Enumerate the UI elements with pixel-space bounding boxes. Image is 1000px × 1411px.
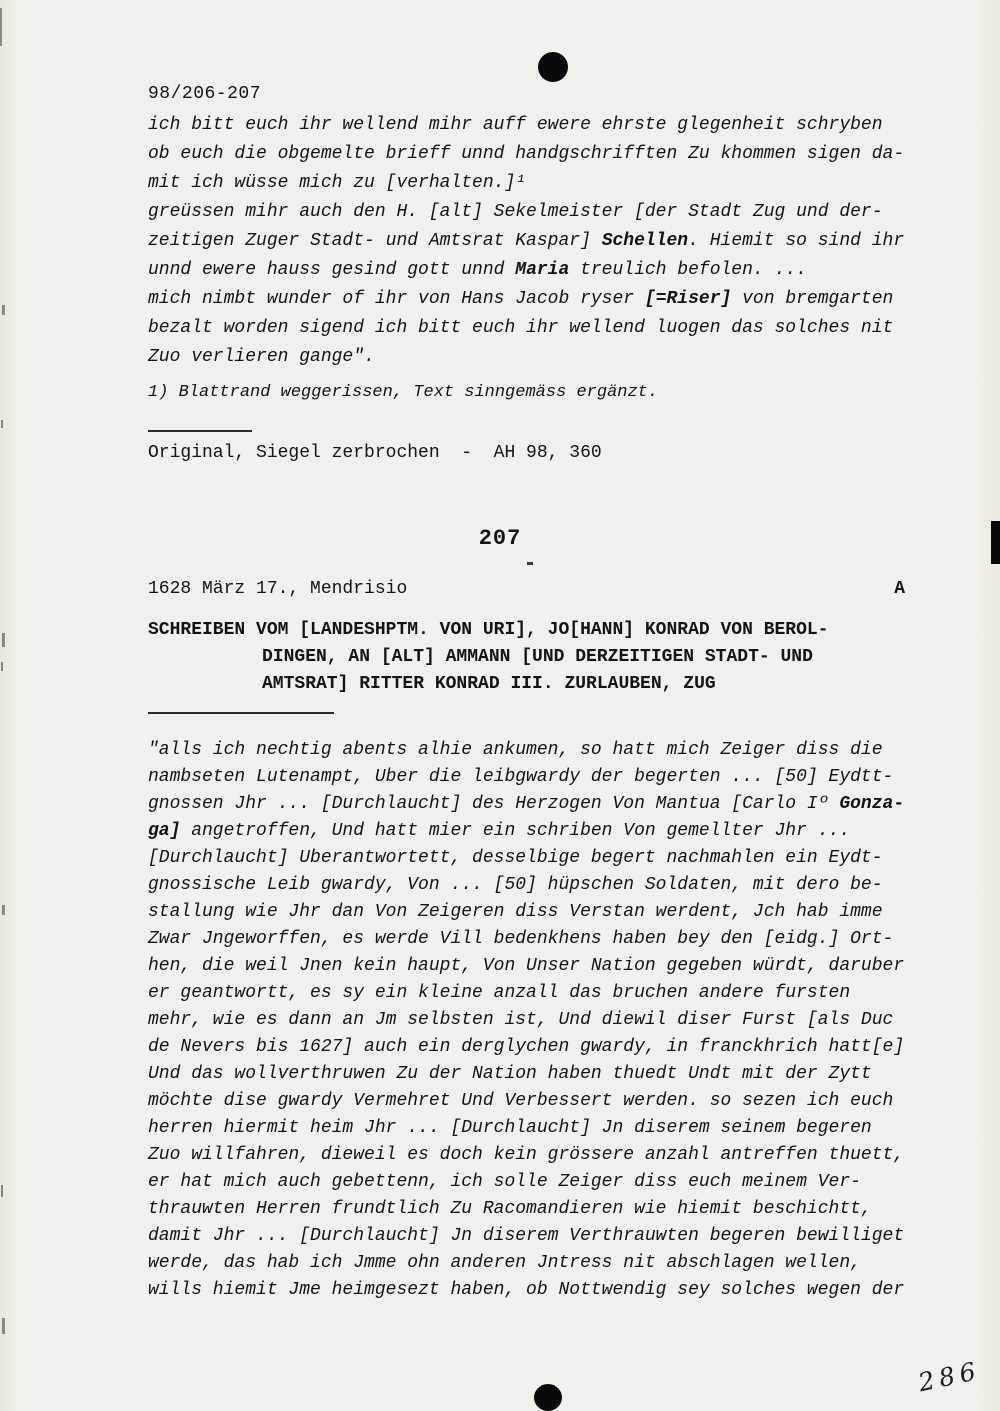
text-line: [Durchlaucht] Uberantwortett, desselbige begert nachmahlen ein Eydt- — [148, 848, 883, 868]
divider-rule — [148, 712, 334, 714]
date-place: 1628 März 17., Mendrisio — [148, 579, 408, 599]
text-line: gnossen Jhr ... [Durchlaucht] des Herzogen Von Mantua [Carlo Iº Gonza- — [148, 794, 905, 814]
text-line: er hat mich auch gebettenn, ich solle Zeiger diss euch meinem Ver- — [148, 1172, 861, 1192]
scan-edge-speckle — [1, 662, 3, 671]
text-line: Zwar Jngeworffen, es werde Vill bedenkhens haben bey den [eidg.] Ort- — [148, 929, 894, 949]
text-line: möchte dise gwardy Vermehret Und Verbessert werden. so sezen ich euch — [148, 1091, 894, 1111]
entry-number-underline-mark — [527, 562, 533, 565]
text-line: werde, das hab ich Jmme ohn anderen Jntress nit abschlagen wellen, — [148, 1253, 861, 1273]
text-line: er geantwortt, es sy ein kleine anzall das bruchen andere fursten — [148, 983, 851, 1003]
scan-edge-speckle — [0, 8, 2, 46]
text-line: mit ich wüsse mich zu [verhalten.]¹ — [148, 173, 527, 193]
entry-207-transcript — [148, 737, 904, 1304]
entry-heading — [148, 617, 829, 698]
text-line: gnossische Leib gwardy, Von ... [50] hüpschen Soldaten, mit dero be- — [148, 875, 883, 895]
text-line: Zuo willfahren, dieweil es doch kein grössere anzahl antreffen thuett, — [148, 1145, 905, 1165]
scan-punch-hole-bottom — [534, 1384, 562, 1411]
text-line: ob euch die obgemelte brieff unnd handgschrifften Zu khommen sigen da- — [148, 144, 905, 164]
text-line: nambseten Lutenampt, Uber die leibgwardy der begerten ... [50] Eydtt- — [148, 767, 894, 787]
scan-edge-speckle — [2, 1318, 5, 1334]
archive-page-number: 98/206-207 — [148, 84, 262, 104]
scan-edge-speckle — [2, 305, 5, 315]
text-line: ich bitt euch ihr wellend mihr auff ewere ehrste glegenheit schryben — [148, 115, 883, 135]
text-line: stallung wie Jhr dan Von Zeigeren diss Verstan werdent, Jch hab imme — [148, 902, 883, 922]
scan-edge-speckle — [2, 905, 5, 915]
text-line: damit Jhr ... [Durchlaucht] Jn diserem Verthrauwten begeren bewilliget — [148, 1226, 905, 1246]
entry-206-transcript — [148, 111, 904, 372]
classification-letter: A — [894, 579, 905, 599]
scan-edge-mark — [991, 521, 1000, 564]
text-line: mehr, wie es dann an Jm selbsten ist, Und diewil diser Furst [als Duc — [148, 1010, 894, 1030]
scan-punch-hole-top — [538, 52, 568, 82]
text-line: "alls ich nechtig abents alhie ankumen, so hatt mich Zeiger diss die — [148, 740, 883, 760]
scan-edge-speckle — [1, 1185, 3, 1197]
text-line: mich nimbt wunder of ihr von Hans Jacob ryser [=Riser] von bremgarten — [148, 289, 894, 309]
text-line: zeitigen Zuger Stadt- und Amtsrat Kaspar] Schellen. Hiemit so sind ihr — [148, 231, 905, 251]
text-line: SCHREIBEN VOM [LANDESHPTM. VON URI], JO[HANN] KONRAD VON BEROL- — [148, 620, 829, 640]
handwritten-folio-number: 286 — [915, 1355, 984, 1398]
scan-edge-speckle — [2, 633, 5, 647]
text-line: bezalt worden sigend ich bitt euch ihr wellend luogen das solches nit — [148, 318, 894, 338]
text-line: greüssen mihr auch den H. [alt] Sekelmeister [der Stadt Zug und der- — [148, 202, 883, 222]
text-line: hen, die weil Jnen kein haupt, Von Unser Nation gegeben würdt, daruber — [148, 956, 905, 976]
text-line: thrauwten Herren frundtlich Zu Racomandieren wie hiemit beschichtt, — [148, 1199, 872, 1219]
text-line: de Nevers bis 1627] auch ein derglychen gwardy, in franckhrich hatt[e] — [148, 1037, 905, 1057]
scan-edge-speckle — [1, 420, 3, 428]
text-line: AMTSRAT] RITTER KONRAD III. ZURLAUBEN, ZUG — [262, 674, 716, 694]
text-line: Zuo verlieren gange". — [148, 347, 375, 367]
text-line: ga] angetroffen, Und hatt mier ein schriben Von gemellter Jhr ... — [148, 821, 851, 841]
date-place-line — [148, 579, 905, 599]
text-line: herren hiermit heim Jhr ... [Durchlaucht] Jn diserem seinem begeren — [148, 1118, 872, 1138]
text-line: wills hiemit Jme heimgesezt haben, ob Nottwendig sey solches wegen der — [148, 1280, 905, 1300]
text-line: DINGEN, AN [ALT] AMMANN [UND DERZEITIGEN STADT- UND — [262, 647, 813, 667]
divider-rule — [148, 430, 252, 432]
footnote: 1) Blattrand weggerissen, Text sinngemäss ergänzt. — [148, 383, 659, 402]
provenance-line: Original, Siegel zerbrochen - AH 98, 360 — [148, 443, 602, 463]
text-line: Und das wollverthruwen Zu der Nation haben thuedt Undt mit der Zytt — [148, 1064, 872, 1084]
text-line: unnd ewere hauss gesind gott unnd Maria treulich befolen. ... — [148, 260, 807, 280]
entry-number: 207 — [478, 526, 522, 551]
